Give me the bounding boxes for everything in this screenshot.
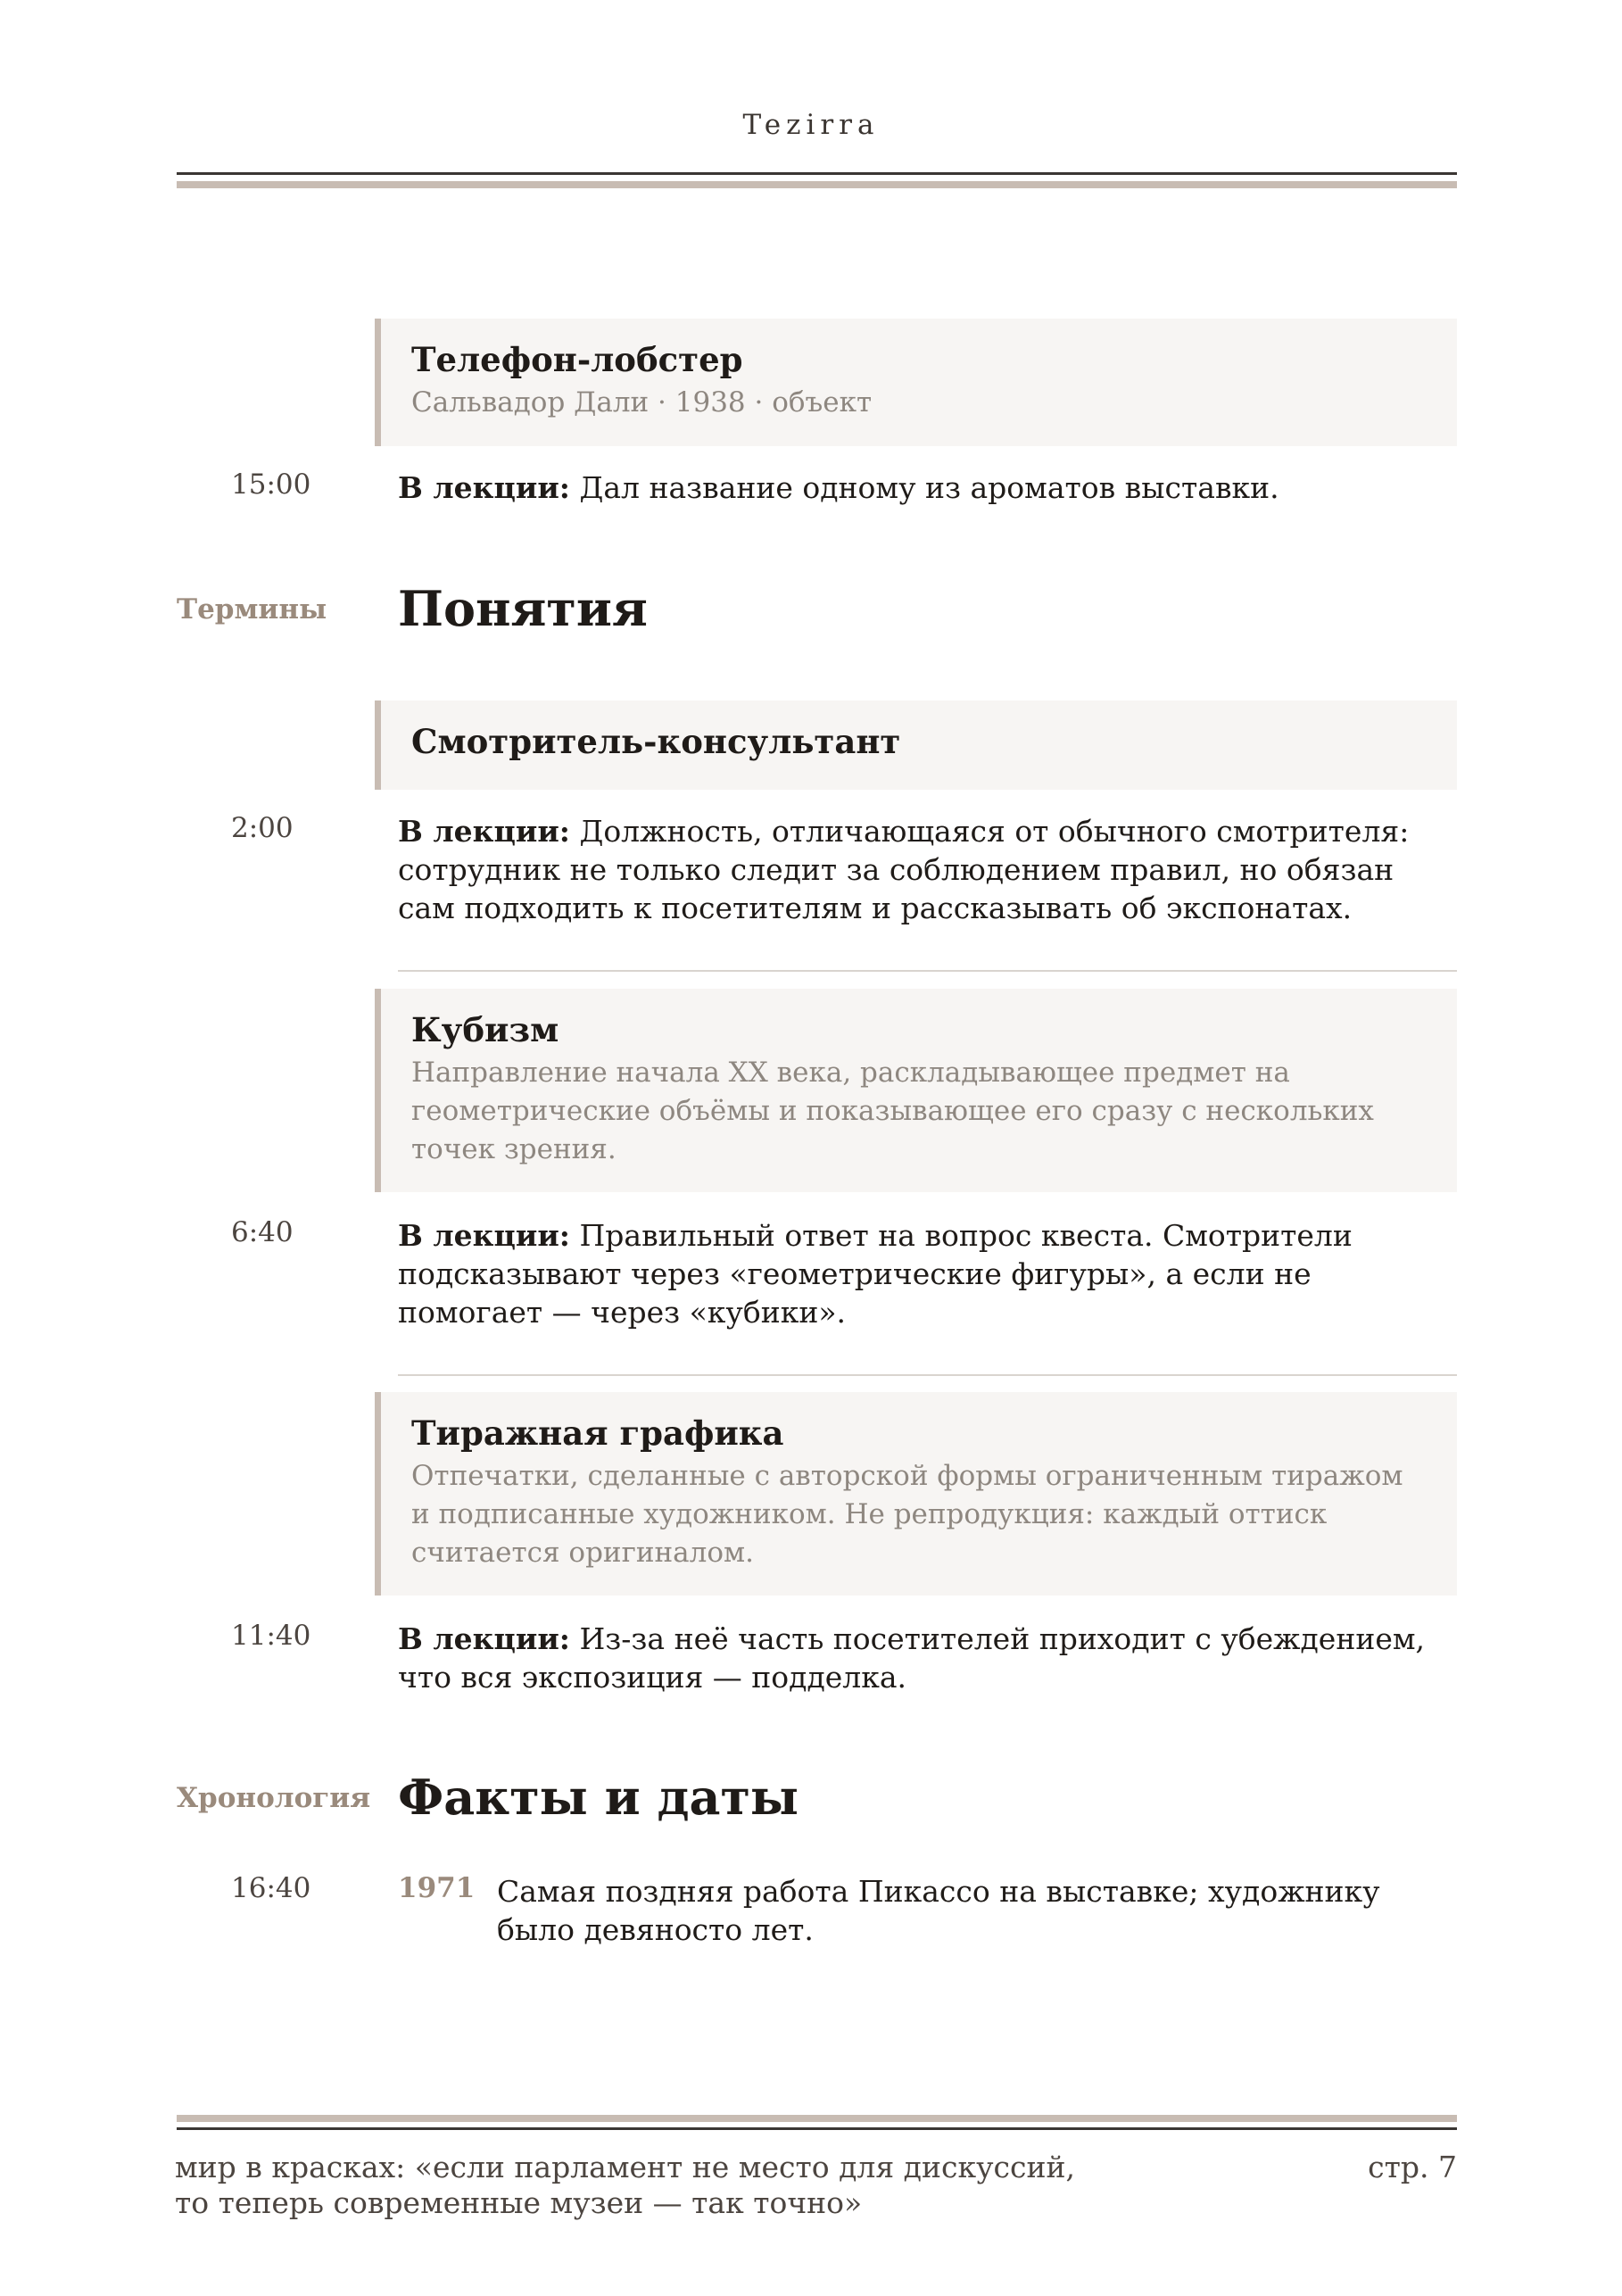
section-title-facts: Факты и даты [398, 1769, 799, 1826]
header-rule-light [177, 181, 1457, 188]
term-description: Направление начала XX века, раскладывающее предмет на геометрические объёмы и показывающее его сразу с нескольких точек зрения. [411, 1057, 1374, 1165]
footer-text-line1: мир в красках: «если парламент не место для дискуссий, [175, 2150, 1075, 2184]
lecture-note [398, 468, 1457, 507]
term-divider [398, 1374, 1457, 1376]
footer-rule-light [177, 2115, 1457, 2122]
term-divider [398, 970, 1457, 972]
timestamp: 11:40 [231, 1620, 311, 1652]
footer-text-line2: то теперь современные музеи — так точно» [175, 2185, 863, 2220]
header-title: Tezirra [742, 109, 880, 141]
term-card [375, 1392, 1457, 1596]
term-title: Кубизм [411, 1010, 559, 1049]
page-number: стр. 7 [1368, 2150, 1457, 2184]
lecture-note-text: Дал название одному из ароматов выставки. [570, 470, 1279, 505]
lecture-note-text: Должность, отличающаяся от обычного смотрителя: сотрудник не только следит за соблюдением правил, но обязан сам подходить к посетителям и рассказывать об экспонатах. [398, 814, 1410, 925]
term-description: Отпечатки, сделанные с авторской формы ограниченным тиражом и подписанные художником. Не репродукция: каждый оттиск считается оригиналом. [411, 1460, 1403, 1569]
section-label-chronology: Хронология [177, 1782, 371, 1814]
lecture-note-label: В лекции: [398, 1621, 570, 1656]
timestamp: 16:40 [231, 1872, 311, 1904]
header-rule-dark [177, 172, 1457, 175]
lecture-note-text: Из-за неё часть посетителей приходит с убеждением, что вся экспозиция — подделка. [398, 1621, 1426, 1695]
footer-text [175, 2150, 1112, 2221]
fact-text: Самая поздняя работа Пикассо на выставке; художнику было девяносто лет. [497, 1874, 1380, 1947]
artwork-subtitle: Сальвадор Дали · 1938 · объект [411, 386, 873, 419]
section-label-terms: Термины [177, 593, 327, 626]
artwork-card [375, 319, 1457, 446]
artwork-title: Телефон-лобстер [411, 340, 743, 379]
lecture-note [398, 1620, 1457, 1696]
lecture-note-text: Правильный ответ на вопрос квеста. Смотрители подсказывают через «геометрические фигуры», а если не помогает — через «кубики». [398, 1218, 1353, 1330]
footer-rule-dark [177, 2127, 1457, 2130]
timestamp: 15:00 [231, 468, 311, 501]
lecture-note [398, 812, 1457, 927]
lecture-note-label: В лекции: [398, 1218, 570, 1253]
lecture-note-label: В лекции: [398, 470, 570, 505]
lecture-note-label: В лекции: [398, 814, 570, 849]
timestamp: 2:00 [231, 812, 294, 844]
lecture-note [398, 1216, 1457, 1331]
timestamp: 6:40 [231, 1216, 294, 1248]
term-title: Смотритель-консультант [411, 722, 901, 761]
term-title: Тиражная графика [411, 1413, 784, 1453]
section-title-concepts: Понятия [398, 580, 648, 637]
term-card [375, 989, 1457, 1192]
term-card [375, 700, 1457, 790]
fact-year: 1971 [398, 1872, 476, 1904]
